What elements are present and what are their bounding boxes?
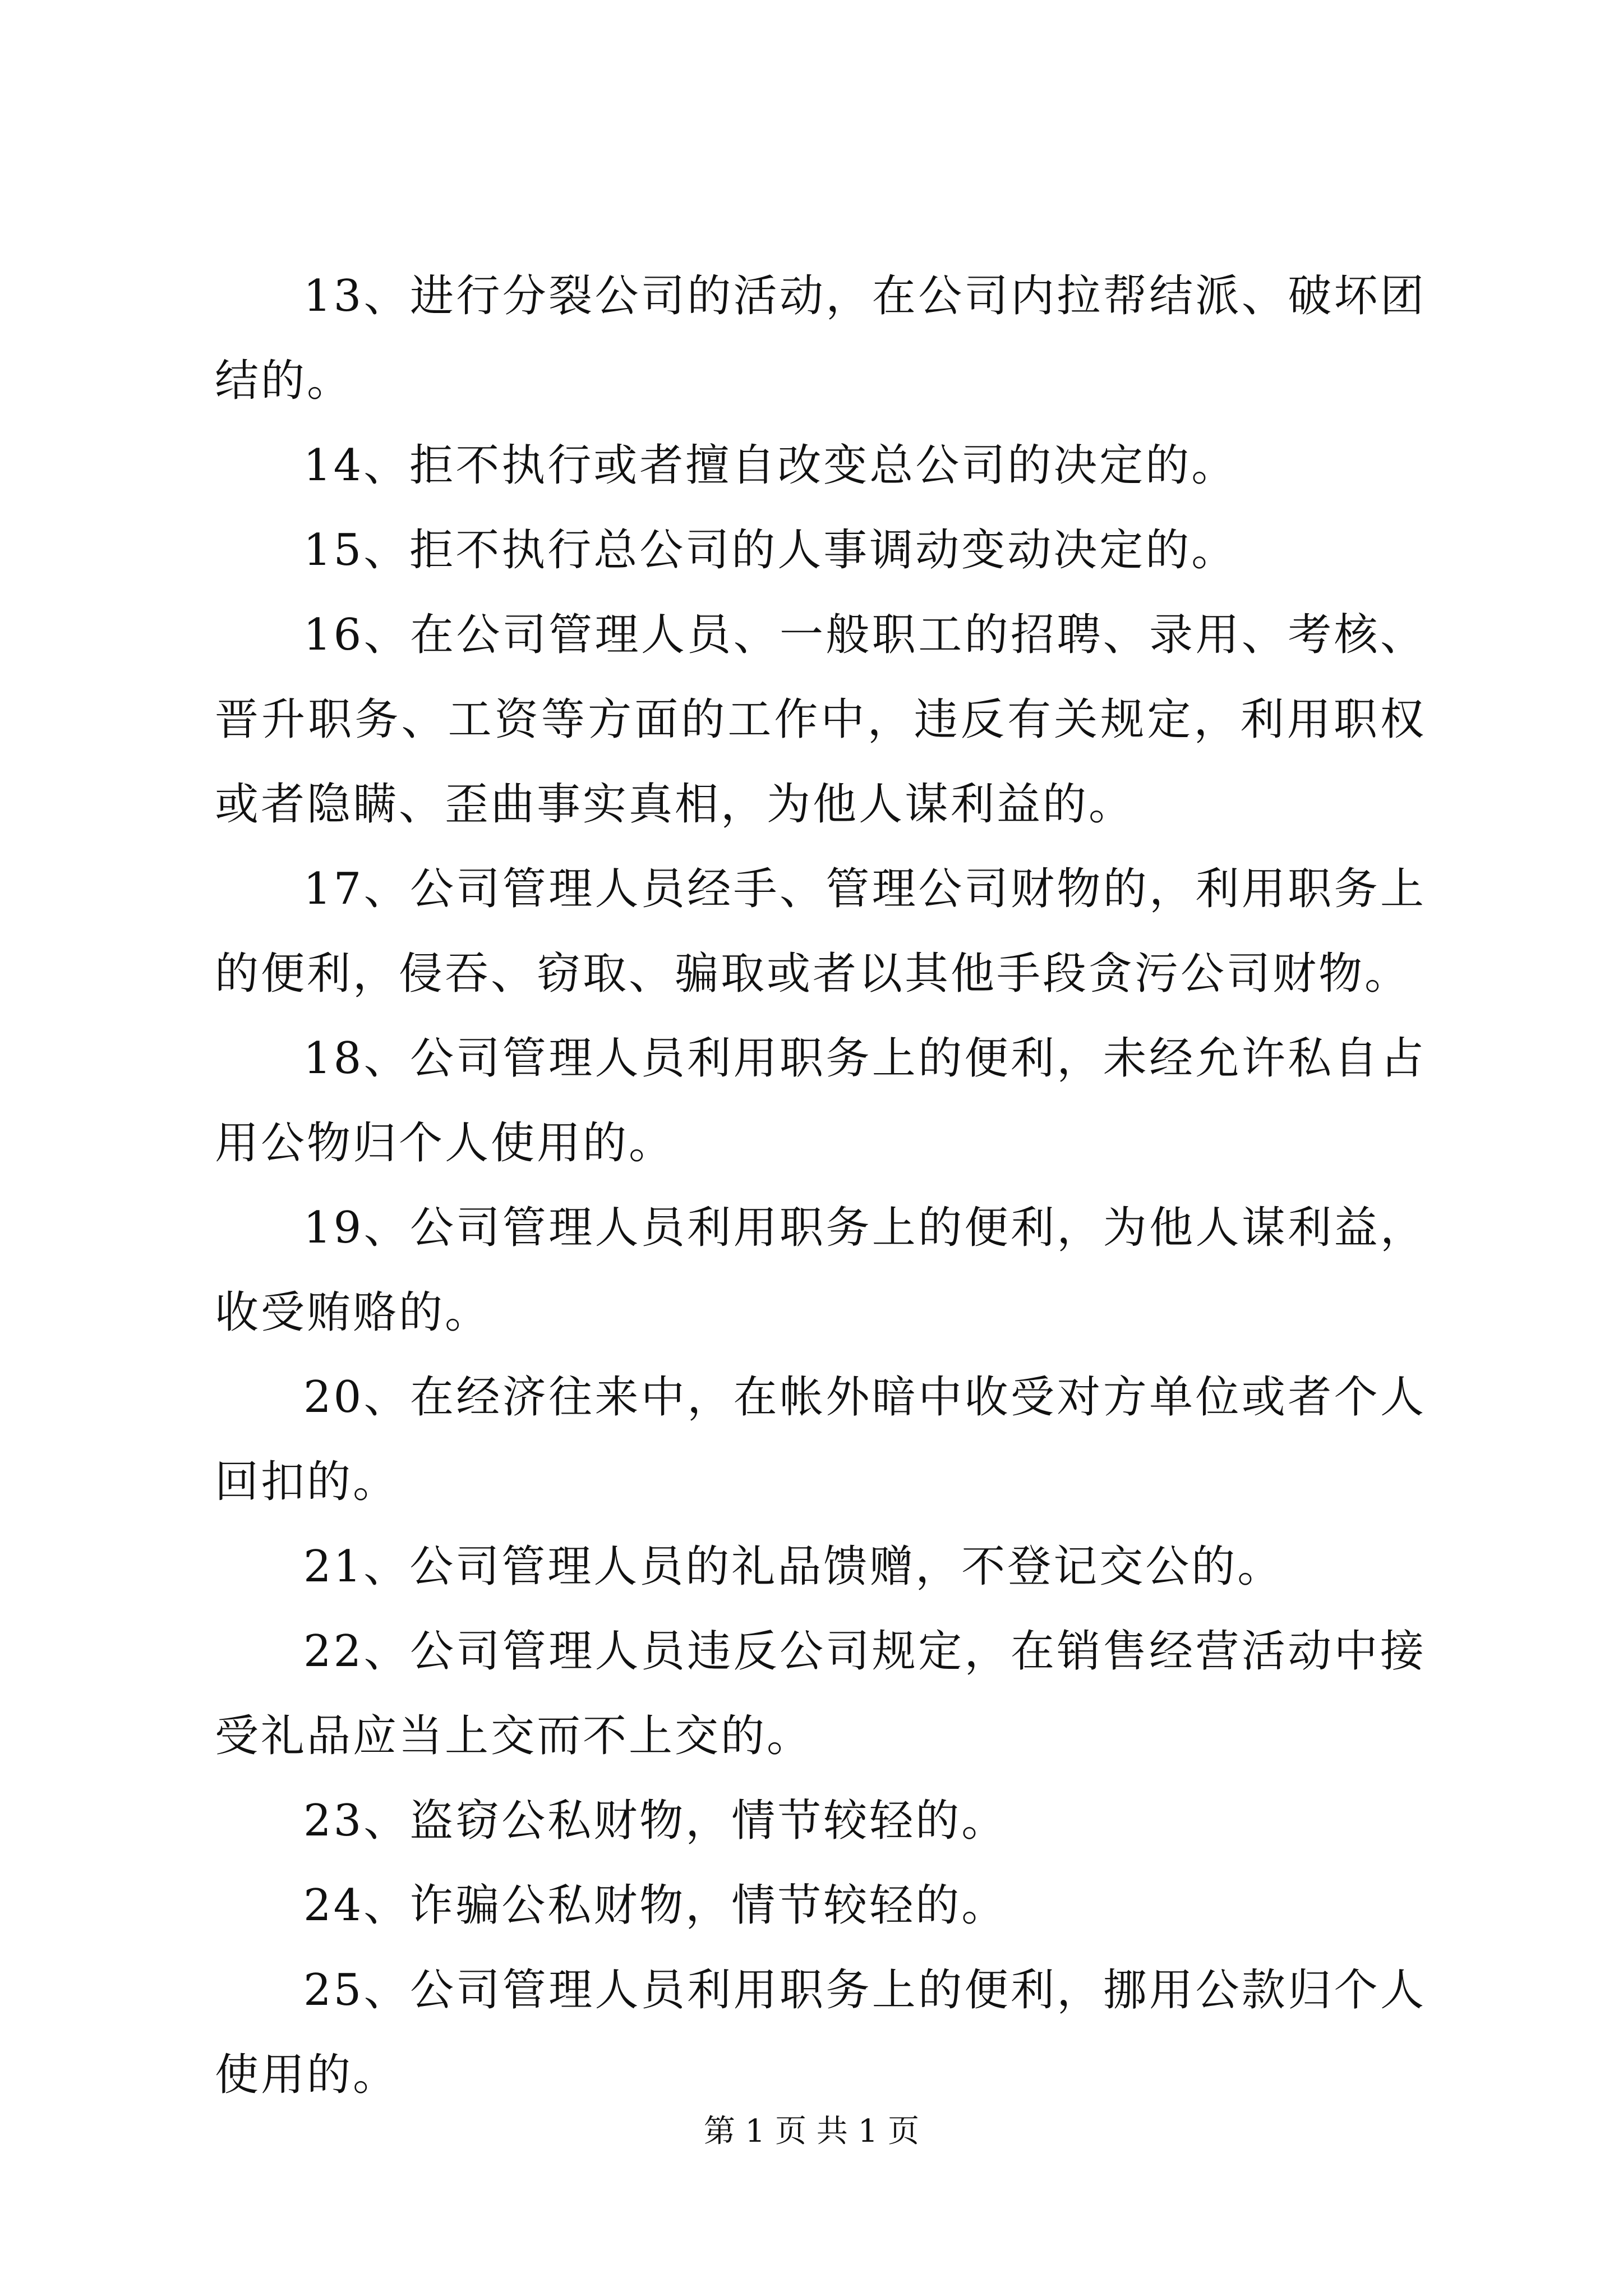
- document-body: [215, 254, 1426, 2118]
- paragraph-21: 21、公司管理人员的礼品馈赠，不登记交公的。: [303, 1542, 1284, 1592]
- paragraph-23: 23、盗窃公私财物，情节较轻的。: [303, 1796, 1008, 1846]
- paragraph-14: 14、拒不执行或者擅自改变总公司的决定的。: [303, 440, 1238, 491]
- page-number-label: 第 1 页 共 1 页: [703, 2113, 920, 2150]
- paragraph-16: 16、在公司管理人员、一般职工的招聘、录用、考核、晋升职务、工资等方面的工作中，违反有关规定，利用职权或者隐瞒、歪曲事实真相，为他人谋利益的。: [215, 610, 1426, 830]
- paragraph-18: 18、公司管理人员利用职务上的便利，未经允许私自占用公物归个人使用的。: [215, 1033, 1426, 1168]
- paragraph-24: 24、诈骗公私财物，情节较轻的。: [303, 1880, 1008, 1931]
- page-footer: [0, 2109, 1623, 2154]
- paragraph-17: 17、公司管理人员经手、管理公司财物的，利用职务上的便利，侵吞、窃取、骗取或者以其他手段贪污公司财物。: [215, 864, 1426, 999]
- paragraph-20: 20、在经济往来中，在帐外暗中收受对方单位或者个人回扣的。: [215, 1372, 1426, 1507]
- paragraph-15: 15、拒不执行总公司的人事调动变动决定的。: [303, 525, 1238, 576]
- paragraph-22: 22、公司管理人员违反公司规定，在销售经营活动中接受礼品应当上交而不上交的。: [215, 1626, 1426, 1761]
- paragraph-13: 13、进行分裂公司的活动，在公司内拉帮结派、破坏团结的。: [215, 271, 1426, 406]
- paragraph-25: 25、公司管理人员利用职务上的便利，挪用公款归个人使用的。: [215, 1965, 1426, 2100]
- paragraph-19: 19、公司管理人员利用职务上的便利，为他人谋利益，收受贿赂的。: [215, 1203, 1426, 1338]
